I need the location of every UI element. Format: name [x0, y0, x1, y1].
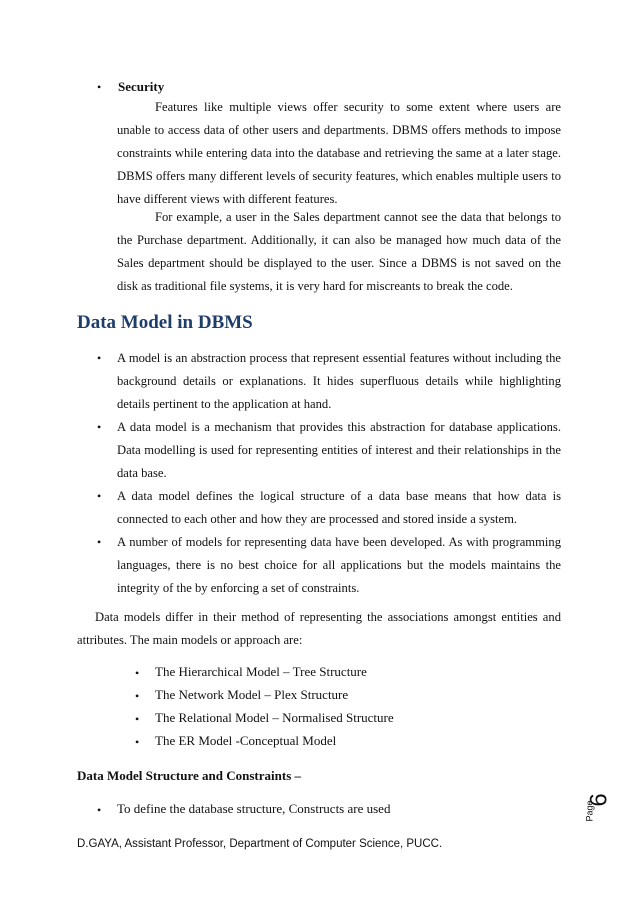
bullet-dm-3: • [97, 489, 102, 503]
model-item-hierarchical: The Hierarchical Model – Tree Structure [155, 664, 367, 679]
page-number-value: 6 [585, 793, 613, 807]
dm-bullet-1: A model is an abstraction process that represent essential features without including the background details or explanations. It hides superfluous details while highlighting details pertinent to the application at hand. [117, 351, 561, 411]
page-number [585, 778, 625, 838]
footer-author: D.GAYA, Assistant Professor, Department of Computer Science, PUCC. [77, 838, 443, 850]
bullet-dm-1: • [97, 351, 102, 365]
structure-heading: Data Model Structure and Constraints – [77, 768, 302, 783]
security-paragraph-2 [117, 206, 561, 298]
models-intro-text: Data models differ in their method of representing the associations amongst entities and attributes. The main models or approach are: [77, 610, 561, 647]
bullet-model-2: • [135, 689, 140, 703]
security-paragraph-2-text: For example, a user in the Sales department cannot see the data that belongs to the Purchase department. Additionally, it can also be managed how much data of the Sales department should be displayed to the user. Since a DBMS is not saved on the disk as traditional file systems, it is very hard for miscreants to break the code. [117, 210, 561, 293]
dm-bullet-4: A number of models for representing data have been developed. As with programming languages, there is no best choice for all applications but the models maintains the integrity of the by enforcing a set of constraints. [117, 535, 561, 595]
bullet-dm-2: • [97, 420, 102, 434]
dm-bullet-3: A data model defines the logical structure of a data base means that how data is connected to each other and how they are processed and stored inside a system. [117, 489, 561, 526]
security-paragraph-1-text: Features like multiple views offer security to some extent where users are unable to access data of other users and departments. DBMS offers methods to impose constraints while entering data into the database and retrieving the same at a later stage. DBMS offers many different levels of security features, which enables multiple users to have different views with different features. [117, 100, 561, 206]
model-item-relational: The Relational Model – Normalised Structure [155, 710, 394, 725]
bullet-model-1: • [135, 666, 140, 680]
bullet-model-4: • [135, 735, 140, 749]
page-label: Page [584, 800, 595, 822]
security-title: Security [118, 79, 165, 94]
bullet-model-3: • [135, 712, 140, 726]
security-paragraph-1 [117, 96, 561, 211]
model-item-er: The ER Model -Conceptual Model [155, 733, 337, 748]
models-intro-paragraph [77, 606, 561, 652]
bullet-security: • [97, 80, 102, 94]
model-item-network: The Network Model – Plex Structure [155, 687, 349, 702]
bullet-dm-4: • [97, 535, 102, 549]
bullet-structure-1: • [97, 803, 102, 817]
data-model-heading: Data Model in DBMS [77, 312, 253, 333]
structure-bullet-1: To define the database structure, Constructs are used [117, 801, 391, 816]
dm-bullet-2: A data model is a mechanism that provides this abstraction for database applications. Data modelling is used for representing entities of interest and their relationships in the data base. [117, 420, 561, 480]
